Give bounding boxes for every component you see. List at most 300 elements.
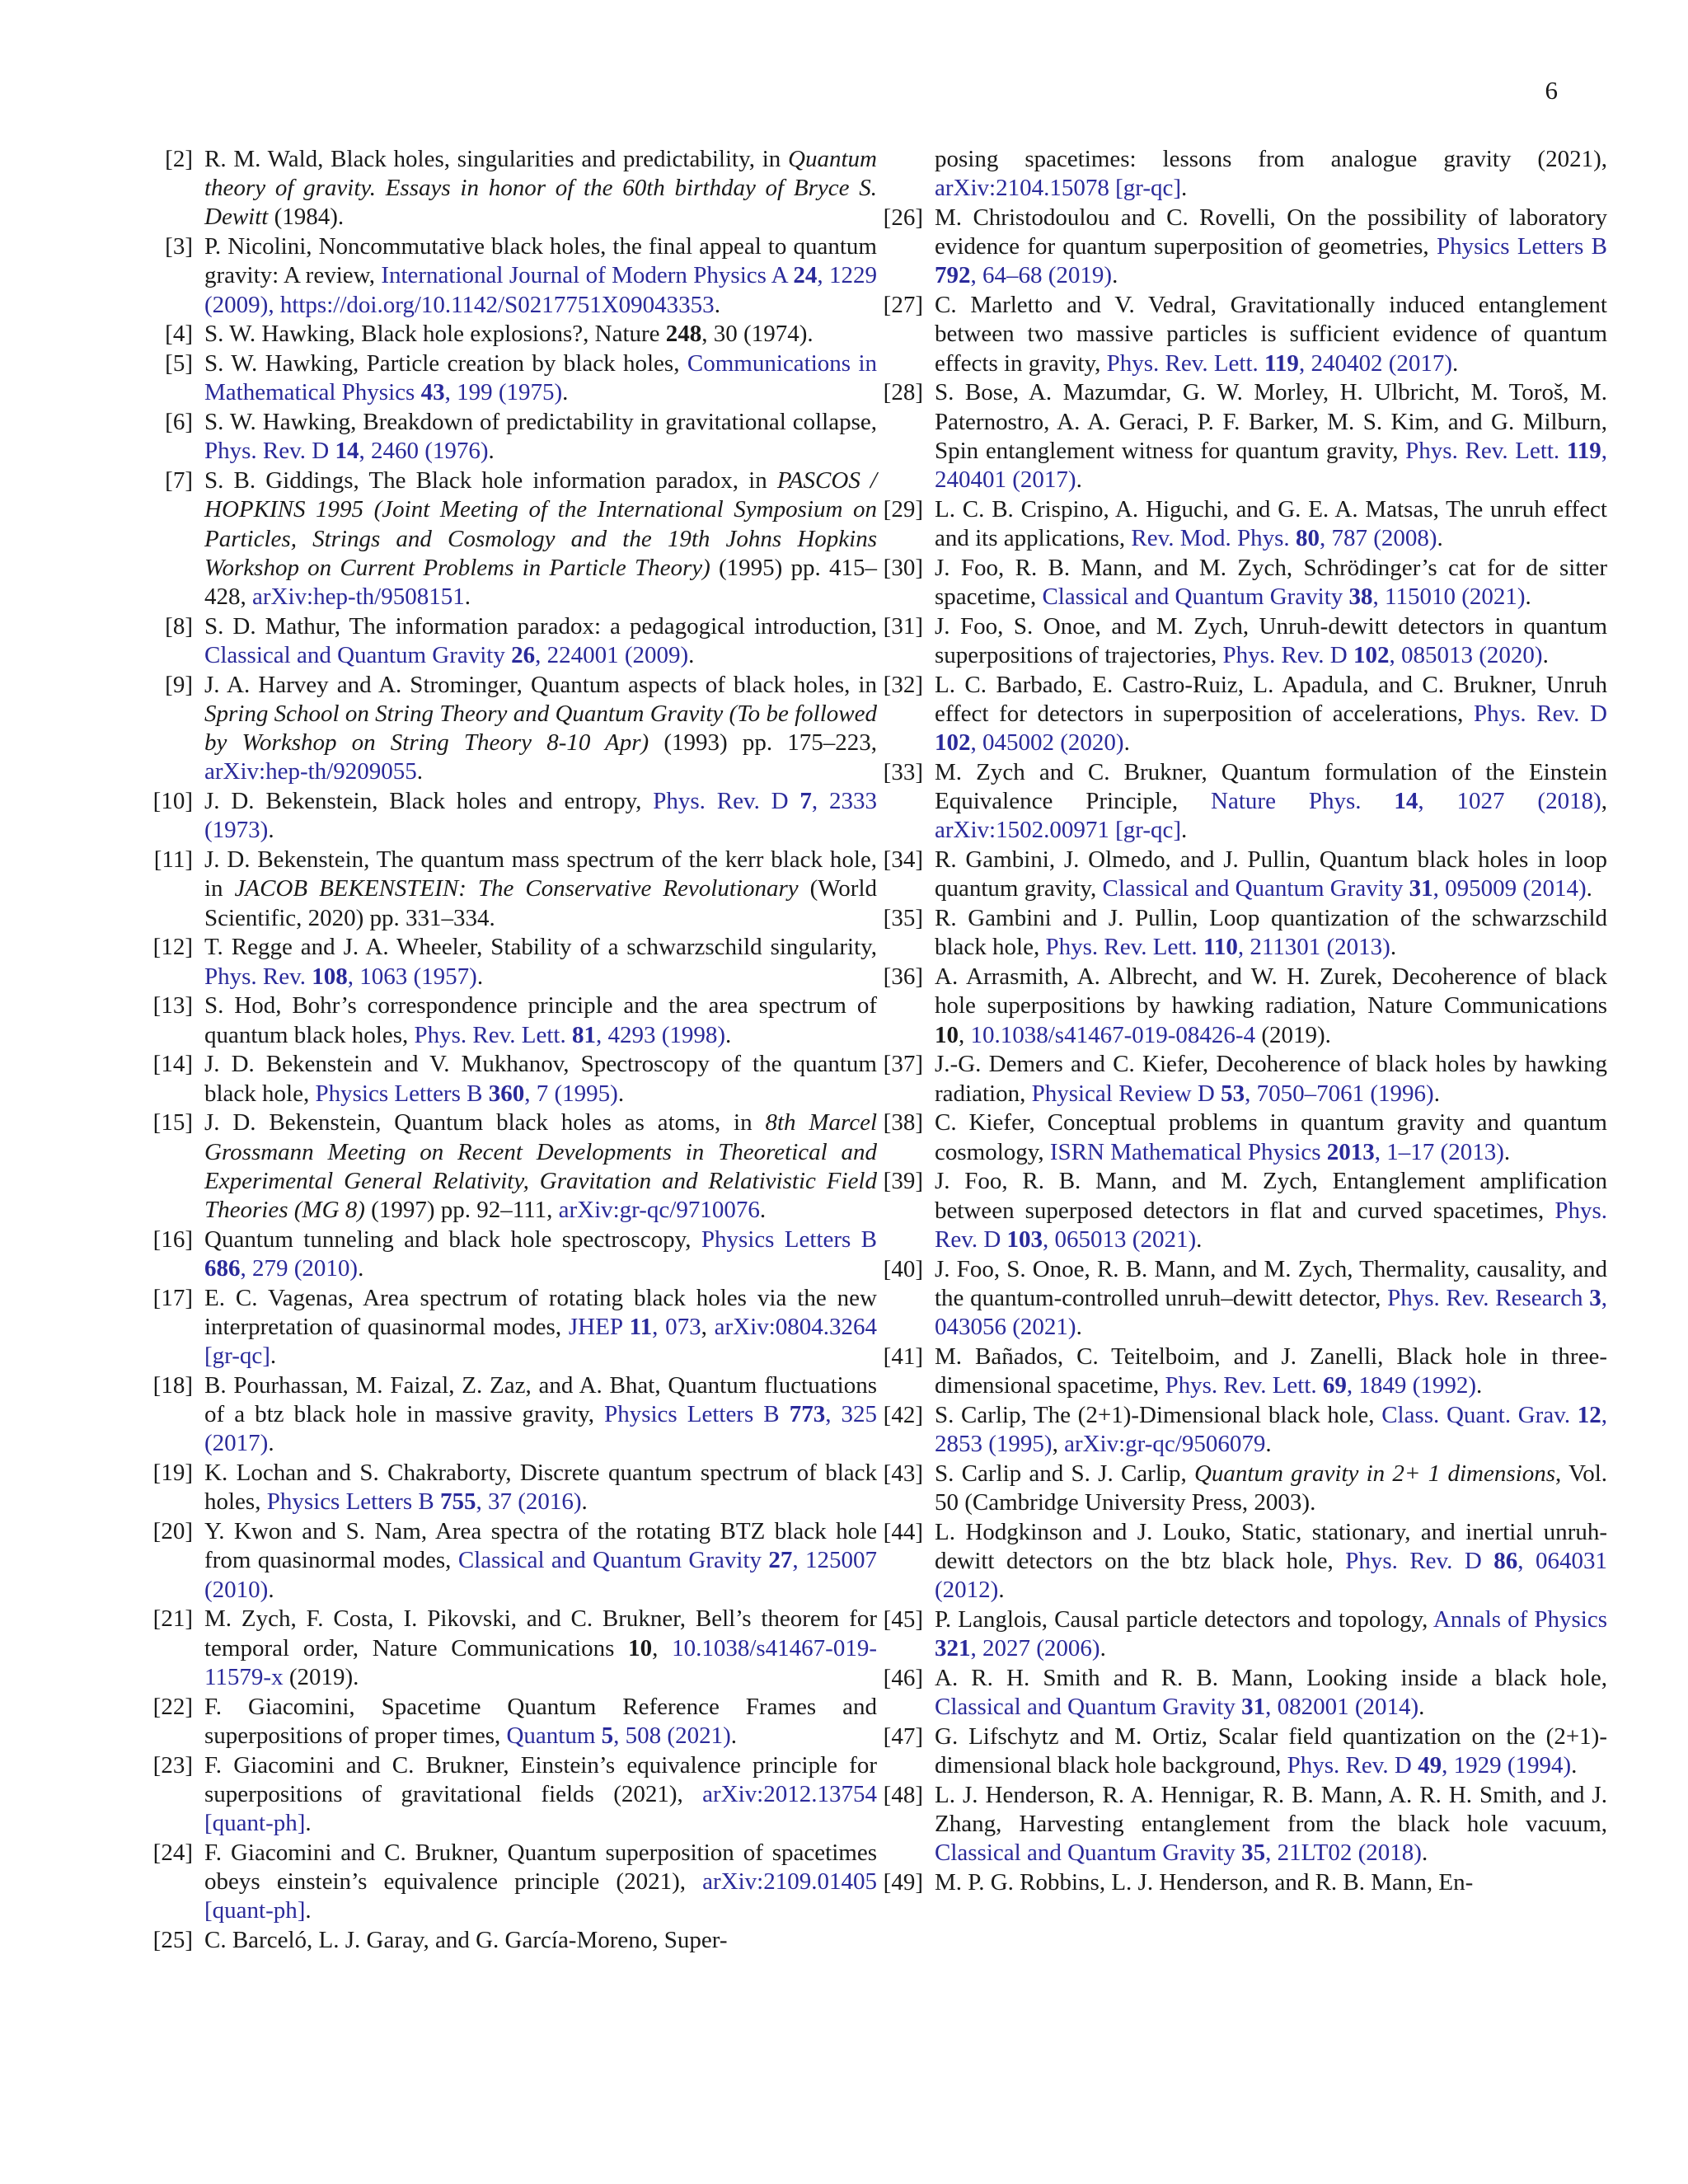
reference-link[interactable]: Phys. Rev. D	[1474, 701, 1607, 728]
reference-number: [34]	[883, 846, 923, 874]
reference-text	[204, 671, 877, 787]
reference-link-volume[interactable]: 321	[935, 1635, 971, 1662]
reference-text-segment: .	[1452, 349, 1459, 377]
reference-text-segment: , 30 (1974).	[701, 321, 814, 348]
reference-link[interactable]: Classical and Quantum Gravity	[935, 1694, 1242, 1721]
reference-text	[935, 1722, 1607, 1780]
reference-text-segment: J. A. Harvey and A. Strominger, Quantum aspects of black holes, in	[204, 671, 877, 698]
reference-number: [37]	[883, 1051, 923, 1078]
reference-link[interactable]: Phys. Rev. Lett.	[1165, 1372, 1323, 1399]
reference-text	[935, 1518, 1607, 1605]
reference-entry	[880, 1050, 1607, 1108]
reference-link[interactable]: arXiv:hep-th/9508151	[252, 583, 465, 611]
page-number: 6	[1545, 76, 1558, 105]
reference-number: [27]	[883, 292, 923, 319]
reference-text-segment: .	[1503, 1138, 1511, 1165]
reference-link[interactable]: Quantum	[506, 1722, 602, 1749]
reference-text-segment: ,	[1052, 1431, 1065, 1458]
reference-link[interactable]: , 508 (2021)	[613, 1722, 731, 1749]
reference-text-segment: S. W. Hawking, Breakdown of predictability in gravitational collapse,	[204, 409, 877, 436]
reference-entry	[880, 1664, 1607, 1722]
reference-text-segment: .	[488, 438, 495, 465]
reference-link[interactable]: Classical and Quantum Gravity	[1042, 583, 1349, 611]
reference-link-volume[interactable]: 24	[793, 262, 818, 289]
reference-text-segment: L. C. B. Crispino, A. Higuchi, and G. E. A. Matsas, The unruh effect and its applications,	[935, 495, 1607, 552]
reference-text-segment: M. Zych, F. Costa, I. Pikovski, and C. Brukner, Bell’s theorem for temporal order, Nature Communications	[204, 1605, 877, 1661]
reference-text	[935, 963, 1607, 1050]
reference-link-volume[interactable]: 27	[768, 1547, 793, 1574]
reference-link-volume[interactable]: 49	[1418, 1752, 1442, 1779]
reference-link[interactable]: arXiv:gr-qc/9710076	[558, 1197, 760, 1224]
reference-link-volume[interactable]: 43	[420, 379, 445, 406]
reference-text-segment: (1995) pp. 415–428,	[204, 554, 877, 611]
reference-text	[204, 145, 877, 232]
reference-link[interactable]: Phys. Rev. Lett.	[1106, 349, 1265, 377]
reference-number: [20]	[152, 1518, 193, 1545]
reference-text	[204, 1226, 877, 1283]
reference-text-segment: .	[416, 758, 423, 785]
reference-text-segment: F. Giacomini, Spacetime Quantum Reference Frames and superpositions of proper times,	[204, 1693, 877, 1749]
reference-entry	[150, 1839, 877, 1926]
reference-link-volume[interactable]: 81	[571, 1021, 596, 1048]
reference-number: [2]	[165, 146, 193, 172]
reference-link[interactable]: Rev. Mod. Phys.	[1131, 525, 1296, 552]
reference-number: [9]	[165, 671, 193, 698]
reference-text	[204, 1459, 877, 1516]
reference-entry	[150, 408, 877, 466]
reference-number: [7]	[165, 467, 193, 494]
reference-link[interactable]: , 787 (2008)	[1319, 525, 1437, 552]
reference-link[interactable]: , 224001 (2009)	[535, 642, 689, 669]
reference-text-segment: M. Bañados, C. Teitelboim, and J. Zanelli, Black hole in three-dimensional spacetime,	[935, 1343, 1607, 1399]
reference-text-segment: A. Arrasmith, A. Albrecht, and W. H. Zurek, Decoherence of black hole superpositions by hawking radiation, Nature Communications	[935, 963, 1607, 1019]
reference-text-segment: Y. Kwon and S. Nam, Area spectra of the rotating BTZ black hole from quasinormal modes,	[204, 1518, 877, 1574]
reference-text	[935, 612, 1607, 670]
reference-link[interactable]: , 64–68 (2019)	[970, 262, 1113, 289]
reference-volume: 248	[665, 321, 702, 348]
reference-text-segment: (World Scientific, 2020) pp. 331–334.	[204, 875, 878, 931]
reference-link-volume[interactable]: 14	[335, 438, 359, 465]
reference-link[interactable]: , 325 (2017)	[204, 1401, 877, 1457]
reference-entry	[150, 671, 877, 787]
reference-entry	[880, 495, 1607, 553]
reference-entry	[150, 1926, 877, 1955]
reference-link-volume[interactable]: 755	[439, 1488, 476, 1516]
reference-link[interactable]: arXiv:hep-th/9209055	[204, 758, 417, 785]
reference-text-segment: J. Foo, S. Onoe, and M. Zych, Unruh-dewitt detectors in quantum superpositions of trajectories,	[935, 612, 1607, 669]
reference-link[interactable]: , 082001 (2014)	[1265, 1694, 1419, 1721]
reference-text-segment: P. Nicolini, Noncommutative black holes, the final appeal to quantum gravity: A review,	[204, 233, 877, 289]
reference-number: [44]	[883, 1518, 923, 1545]
reference-entry	[880, 1605, 1607, 1663]
reference-link-volume[interactable]: 11	[629, 1314, 653, 1341]
reference-link[interactable]: , 2853 (1995)	[935, 1401, 1607, 1458]
reference-entry	[880, 1460, 1607, 1517]
reference-link[interactable]: Classical and Quantum Gravity	[204, 642, 512, 669]
reference-link-volume[interactable]: 35	[1241, 1840, 1266, 1867]
reference-link[interactable]: , 125007 (2010)	[204, 1547, 878, 1603]
reference-link[interactable]: Phys. Rev. D	[935, 1197, 1607, 1253]
reference-entry	[880, 963, 1607, 1050]
reference-link-volume[interactable]: 53	[1221, 1080, 1245, 1107]
reference-number: [3]	[165, 233, 193, 260]
reference-text-segment: R. M. Wald, Black holes, singularities and predictability, in	[204, 146, 789, 172]
reference-link[interactable]: Nature Phys.	[1211, 788, 1395, 815]
reference-italic-title: Quantum theory of gravity. Essays in honor of the 60th birthday of Bryce S. Dewitt	[204, 146, 877, 231]
reference-link-volume[interactable]: 119	[1264, 349, 1299, 377]
reference-link[interactable]: Class. Quant. Grav.	[1381, 1401, 1578, 1428]
reference-number: [47]	[883, 1723, 923, 1750]
reference-text-segment: .	[358, 1255, 364, 1282]
reference-italic-title: PASCOS / HOPKINS 1995 (Joint Meeting of the International Symposium on Particles, Strings and Cosmology and the 19th Johns Hopkins Workshop on Current Problems in Particle Theory)	[204, 467, 877, 581]
reference-text	[935, 1605, 1607, 1663]
reference-text-segment: L. C. Barbado, E. Castro-Ruiz, L. Apadula, and C. Brukner, Unruh effect for detectors in superposition of accelerations,	[935, 671, 1607, 728]
references-right-column	[880, 145, 1607, 1898]
reference-number: [49]	[883, 1869, 923, 1896]
reference-link-volume[interactable]: 102	[1353, 642, 1390, 669]
reference-italic-title: Spring School on String Theory and Quantum Gravity (To be followed by Workshop on String Theory 8-10 Apr)	[204, 701, 877, 757]
reference-link[interactable]: Phys. Rev. D	[1287, 1752, 1418, 1779]
reference-link[interactable]: Physics Letters B	[604, 1401, 790, 1428]
reference-text-segment: .	[1181, 175, 1188, 202]
reference-entry	[880, 904, 1607, 962]
reference-link[interactable]: JHEP	[568, 1314, 630, 1341]
reference-link[interactable]: , 064031 (2012)	[935, 1548, 1608, 1604]
reference-number: [31]	[883, 612, 923, 640]
reference-entry	[880, 758, 1607, 846]
reference-number: [16]	[152, 1226, 193, 1253]
reference-entry	[880, 1255, 1607, 1343]
reference-link[interactable]: , 1929 (1994)	[1442, 1752, 1572, 1779]
reference-number: [46]	[883, 1665, 923, 1692]
reference-text-segment: J. D. Bekenstein, Black holes and entropy,	[204, 788, 654, 815]
reference-number: [45]	[883, 1606, 923, 1633]
reference-text-segment: M. Zych and C. Brukner, Quantum formulation of the Einstein Equivalence Principle,	[935, 759, 1607, 815]
reference-link-volume[interactable]: 86	[1493, 1548, 1518, 1575]
reference-text	[935, 758, 1607, 846]
reference-link-volume[interactable]: 110	[1203, 934, 1238, 961]
reference-text	[935, 291, 1607, 378]
reference-link-volume[interactable]: 119	[1566, 437, 1601, 464]
reference-number: [39]	[883, 1168, 923, 1195]
reference-number: [33]	[883, 759, 923, 786]
reference-text-segment: (1984).	[268, 204, 345, 231]
reference-link[interactable]: Physical Review D	[1031, 1080, 1221, 1107]
reference-text-segment: .	[1196, 1226, 1203, 1253]
reference-text	[935, 1255, 1607, 1343]
reference-text	[204, 787, 877, 845]
reference-text-segment: ,	[1601, 788, 1607, 815]
reference-text-segment: ,	[959, 1021, 971, 1048]
reference-entry	[150, 1226, 877, 1283]
reference-link[interactable]: Annals of Physics	[1432, 1606, 1607, 1633]
reference-link[interactable]: , 043056 (2021)	[935, 1284, 1607, 1341]
reference-number: [43]	[883, 1460, 923, 1487]
reference-link[interactable]: , 279 (2010)	[240, 1255, 359, 1282]
reference-link-volume[interactable]: 26	[511, 642, 536, 669]
reference-link-volume[interactable]: 7	[799, 788, 812, 815]
reference-entry	[150, 1751, 877, 1839]
reference-text-segment: .	[759, 1197, 767, 1224]
reference-text-segment: G. Lifschytz and M. Ortiz, Scalar field quantization on the (2+1)-dimensional black hole background,	[935, 1723, 1607, 1779]
reference-link[interactable]: , 240401 (2017)	[935, 437, 1607, 494]
reference-text	[204, 991, 877, 1049]
reference-entry	[150, 1108, 877, 1225]
reference-text	[935, 846, 1607, 903]
reference-link[interactable]: , 21LT02 (2018)	[1265, 1840, 1422, 1867]
reference-link[interactable]: , 240402 (2017)	[1298, 349, 1453, 377]
reference-link[interactable]: International Journal of Modern Physics A	[381, 262, 794, 289]
reference-text-segment: .	[1437, 525, 1443, 552]
reference-text	[204, 349, 877, 407]
reference-text	[935, 495, 1607, 553]
reference-entry	[150, 933, 877, 991]
reference-link-volume[interactable]: 103	[1006, 1226, 1043, 1253]
reference-link[interactable]: Communications in Mathematical Physics	[204, 350, 877, 406]
reference-link-volume[interactable]: 686	[204, 1255, 241, 1282]
reference-link[interactable]: , 1–17 (2013)	[1374, 1138, 1504, 1165]
reference-link[interactable]: , 37 (2016)	[476, 1488, 582, 1516]
reference-link[interactable]: arXiv:2012.13754 [quant-ph]	[204, 1780, 877, 1837]
reference-link[interactable]: arXiv:gr-qc/9506079	[1064, 1431, 1266, 1458]
reference-text-segment: .	[1418, 1694, 1425, 1721]
references-left-column	[150, 145, 877, 1956]
reference-entry	[880, 204, 1607, 291]
reference-link[interactable]: Phys. Rev. Lett.	[1405, 437, 1567, 464]
reference-link-volume[interactable]: 108	[312, 963, 348, 990]
reference-link[interactable]: , 7050–7061 (1996)	[1245, 1080, 1434, 1107]
reference-entry	[880, 145, 1607, 203]
reference-entry	[150, 1284, 877, 1371]
reference-link[interactable]: Phys. Rev. D	[1222, 642, 1353, 669]
reference-link[interactable]: , 065013 (2021)	[1043, 1226, 1197, 1253]
reference-italic-title: JACOB BEKENSTEIN: The Conservative Revolutionary	[234, 875, 799, 902]
reference-number: [24]	[152, 1839, 193, 1866]
reference-text-segment: .	[305, 1897, 312, 1924]
reference-entry	[880, 291, 1607, 378]
reference-text	[935, 1868, 1607, 1897]
reference-link[interactable]: , 211301 (2013)	[1237, 934, 1390, 961]
reference-link-volume[interactable]: 12	[1577, 1401, 1601, 1428]
reference-text-segment: (2019).	[1255, 1021, 1331, 1048]
reference-link[interactable]: Physics Letters B	[1436, 233, 1607, 260]
reference-link[interactable]: , 1063 (1957)	[347, 963, 477, 990]
reference-text-segment: .	[725, 1021, 732, 1048]
reference-text-segment: F. Giacomini and C. Brukner, Quantum superposition of spacetimes obeys einstein’s equivalence principle (2021),	[204, 1839, 877, 1896]
reference-number: [11]	[153, 846, 193, 874]
reference-number: [10]	[152, 788, 193, 815]
reference-text-segment: S. D. Mathur, The information paradox: a pedagogical introduction,	[204, 612, 877, 640]
reference-link[interactable]: , 1027 (2018)	[1418, 788, 1601, 815]
reference-link[interactable]: , 085013 (2020)	[1389, 642, 1543, 669]
reference-link[interactable]: Physics Letters B	[266, 1488, 440, 1516]
reference-number: [40]	[883, 1255, 923, 1282]
reference-text-segment: .	[268, 1576, 274, 1603]
reference-entry	[880, 612, 1607, 670]
reference-link-volume[interactable]: 360	[488, 1080, 525, 1107]
reference-entry	[880, 378, 1607, 494]
reference-number: [25]	[152, 1927, 193, 1954]
reference-link[interactable]: Classical and Quantum Gravity	[935, 1840, 1242, 1867]
reference-text-segment: E. C. Vagenas, Area spectrum of rotating black holes via the new interpretation of quasinormal modes,	[204, 1284, 877, 1341]
reference-number: [26]	[883, 204, 923, 231]
reference-text-segment: T. Regge and J. A. Wheeler, Stability of a schwarzschild singularity,	[204, 934, 877, 961]
reference-text-segment: C. Kiefer, Conceptual problems in quantum gravity and quantum cosmology,	[935, 1109, 1607, 1165]
reference-entry	[880, 671, 1607, 758]
reference-text-segment: .	[688, 642, 695, 669]
reference-link-volume[interactable]: 80	[1295, 525, 1320, 552]
reference-italic-title: Quantum gravity in 2+ 1 dimensions	[1193, 1460, 1555, 1487]
reference-text	[204, 1517, 877, 1605]
reference-link[interactable]: arXiv:2109.01405 [quant-ph]	[204, 1868, 877, 1924]
reference-text-segment: (2019).	[283, 1663, 359, 1690]
reference-text-segment: J. Foo, R. B. Mann, and M. Zych, Entanglement amplification between superposed detectors in flat and curved spacetimes,	[935, 1168, 1607, 1224]
reference-text-segment: Quantum tunneling and black hole spectroscopy,	[204, 1226, 701, 1253]
reference-link[interactable]: Phys. Rev.	[204, 963, 312, 990]
reference-link[interactable]: Phys. Rev. D	[204, 438, 335, 465]
reference-link[interactable]: arXiv:2104.15078 [gr-qc]	[935, 175, 1182, 202]
reference-text	[935, 671, 1607, 758]
reference-number: [14]	[152, 1051, 193, 1078]
reference-text-segment: .	[617, 1080, 625, 1107]
reference-text-segment: ,	[652, 1634, 673, 1661]
reference-link[interactable]: , 045002 (2020)	[970, 729, 1124, 757]
reference-text	[204, 1284, 877, 1371]
reference-text-segment: F. Giacomini and C. Brukner, Einstein’s equivalence principle for superpositions of gravitational fields (2021),	[204, 1751, 877, 1807]
reference-text-segment: S. W. Hawking, Black hole explosions?, Nature	[204, 321, 666, 348]
reference-text	[204, 320, 877, 349]
reference-link[interactable]: , 1229 (2009), https://doi.org/10.1142/S0217751X09043353	[204, 262, 878, 318]
reference-link[interactable]: Classical and Quantum Gravity	[1102, 875, 1409, 902]
reference-text-segment: .	[305, 1810, 312, 1837]
reference-volume: 10	[628, 1634, 653, 1661]
reference-number: [30]	[883, 554, 923, 581]
reference-link[interactable]: Phys. Rev. Lett.	[1045, 934, 1203, 961]
reference-link[interactable]: 10.1038/s41467-019-11579-x	[204, 1634, 878, 1690]
reference-link[interactable]: , 115010 (2021)	[1372, 583, 1526, 611]
reference-entry	[880, 1167, 1607, 1254]
reference-text	[935, 1050, 1607, 1108]
reference-text-segment: B. Pourhassan, M. Faizal, Z. Zaz, and A. Bhat, Quantum fluctuations of a btz black hole in massive gravity,	[204, 1372, 877, 1428]
reference-text-segment: .	[562, 379, 569, 406]
reference-link-volume[interactable]: 31	[1409, 875, 1433, 902]
reference-link[interactable]: Phys. Rev. D	[653, 788, 800, 815]
reference-text-segment: J. Foo, R. B. Mann, and M. Zych, Schrödinger’s cat for de sitter spacetime,	[935, 554, 1607, 611]
reference-entry	[150, 991, 877, 1049]
reference-text-segment: (1993) pp. 175–223,	[649, 729, 877, 757]
reference-text-segment: ,	[701, 1314, 715, 1341]
reference-link-volume[interactable]: 3	[1589, 1284, 1601, 1311]
reference-text-segment: .	[1265, 1431, 1272, 1458]
reference-link[interactable]: arXiv:1502.00971 [gr-qc]	[935, 817, 1182, 844]
reference-text-segment: .	[1542, 642, 1549, 669]
reference-text	[935, 1664, 1607, 1722]
reference-entry	[150, 787, 877, 845]
reference-link[interactable]: Phys. Rev. Research	[1387, 1284, 1590, 1311]
reference-text-segment: , Vol. 50 (Cambridge University Press, 2003).	[935, 1460, 1607, 1516]
reference-entry	[880, 1343, 1607, 1400]
reference-entry	[150, 145, 877, 232]
reference-text-segment: (1997) pp. 92–111,	[364, 1197, 559, 1224]
reference-text-segment: .	[1390, 934, 1397, 961]
reference-entry	[150, 466, 877, 612]
reference-number: [35]	[883, 905, 923, 932]
reference-text-segment: L. Hodgkinson and J. Louko, Static, stationary, and inertial unruh-dewitt detectors on the btz black hole,	[935, 1518, 1607, 1575]
reference-link[interactable]: 10.1038/s41467-019-08426-4	[970, 1021, 1256, 1048]
reference-text-segment: .	[581, 1488, 588, 1516]
reference-link-volume[interactable]: 5	[601, 1722, 614, 1749]
reference-link-volume[interactable]: 2013	[1326, 1138, 1375, 1165]
reference-link[interactable]: , 4293 (1998)	[595, 1021, 726, 1048]
reference-text-segment: S. W. Hawking, Particle creation by black holes,	[204, 350, 687, 377]
reference-entry	[150, 349, 877, 407]
reference-link-volume[interactable]: 773	[789, 1401, 826, 1428]
reference-entry	[150, 612, 877, 670]
reference-link[interactable]: , 095009 (2014)	[1432, 875, 1587, 902]
reference-link[interactable]: Phys. Rev. D	[1345, 1548, 1494, 1575]
reference-text-segment: .	[1586, 875, 1592, 902]
reference-number: [6]	[165, 409, 193, 436]
reference-number: [22]	[152, 1693, 193, 1720]
reference-link[interactable]: Physics Letters B	[315, 1080, 489, 1107]
reference-link[interactable]: , 1849 (1992)	[1346, 1372, 1476, 1399]
reference-text	[935, 378, 1607, 494]
reference-entry	[880, 554, 1607, 612]
reference-link[interactable]: Phys. Rev. Lett.	[414, 1021, 572, 1048]
reference-text-segment: .	[268, 1430, 274, 1457]
reference-number: [17]	[152, 1284, 193, 1311]
reference-link[interactable]: Classical and Quantum Gravity	[457, 1547, 769, 1574]
reference-link[interactable]: , 2460 (1976)	[359, 438, 489, 465]
reference-text-segment: A. R. H. Smith and R. B. Mann, Looking inside a black hole,	[935, 1665, 1607, 1692]
reference-link[interactable]: , 2333 (1973)	[204, 788, 877, 844]
reference-link[interactable]: arXiv:0804.3264 [gr-qc]	[204, 1314, 878, 1370]
reference-number: [48]	[883, 1782, 923, 1809]
reference-text	[935, 204, 1607, 291]
reference-entry	[880, 1781, 1607, 1868]
reference-number: [19]	[152, 1460, 193, 1487]
reference-link-volume[interactable]: 102	[935, 729, 971, 757]
reference-text	[204, 1108, 877, 1225]
reference-entry	[150, 1517, 877, 1605]
reference-text-segment: P. Langlois, Causal particle detectors and topology,	[935, 1606, 1433, 1633]
reference-link-volume[interactable]: 31	[1241, 1694, 1266, 1721]
reference-link[interactable]: , 2027 (2006)	[970, 1635, 1100, 1662]
reference-link[interactable]: , 073	[652, 1314, 701, 1341]
reference-link-volume[interactable]: 14	[1394, 788, 1418, 815]
reference-link[interactable]: Physics Letters B	[701, 1226, 877, 1253]
reference-text-segment: C. Marletto and V. Vedral, Gravitationally induced entanglement between two massive particles is sufficient evidence of quantum effects in gravity,	[935, 292, 1607, 377]
reference-link[interactable]: ISRN Mathematical Physics	[1049, 1138, 1327, 1165]
reference-number: [13]	[152, 992, 193, 1019]
reference-number: [23]	[152, 1751, 193, 1779]
reference-link-volume[interactable]: 38	[1348, 583, 1373, 611]
reference-text-segment: .	[1076, 1314, 1082, 1341]
reference-number: [28]	[883, 379, 923, 406]
reference-entry	[880, 1108, 1607, 1166]
reference-link[interactable]: , 7 (1995)	[524, 1080, 618, 1107]
reference-text	[204, 1371, 877, 1459]
reference-text	[935, 1781, 1607, 1868]
reference-link-volume[interactable]: 69	[1322, 1372, 1347, 1399]
reference-link[interactable]: , 199 (1975)	[444, 379, 563, 406]
reference-entry	[150, 1605, 877, 1692]
reference-text-segment: J. D. Bekenstein and V. Mukhanov, Spectroscopy of the quantum black hole,	[204, 1051, 877, 1107]
reference-italic-title: 8th Marcel Grossmann Meeting on Recent Developments in Theoretical and Experimental General Relativity, Gravitation and Relativistic Field Theories (MG 8)	[204, 1109, 878, 1224]
reference-text	[935, 1108, 1607, 1166]
reference-link-volume[interactable]: 792	[935, 262, 971, 289]
reference-text-segment: S. Hod, Bohr’s correspondence principle and the area spectrum of quantum black holes,	[204, 992, 877, 1048]
